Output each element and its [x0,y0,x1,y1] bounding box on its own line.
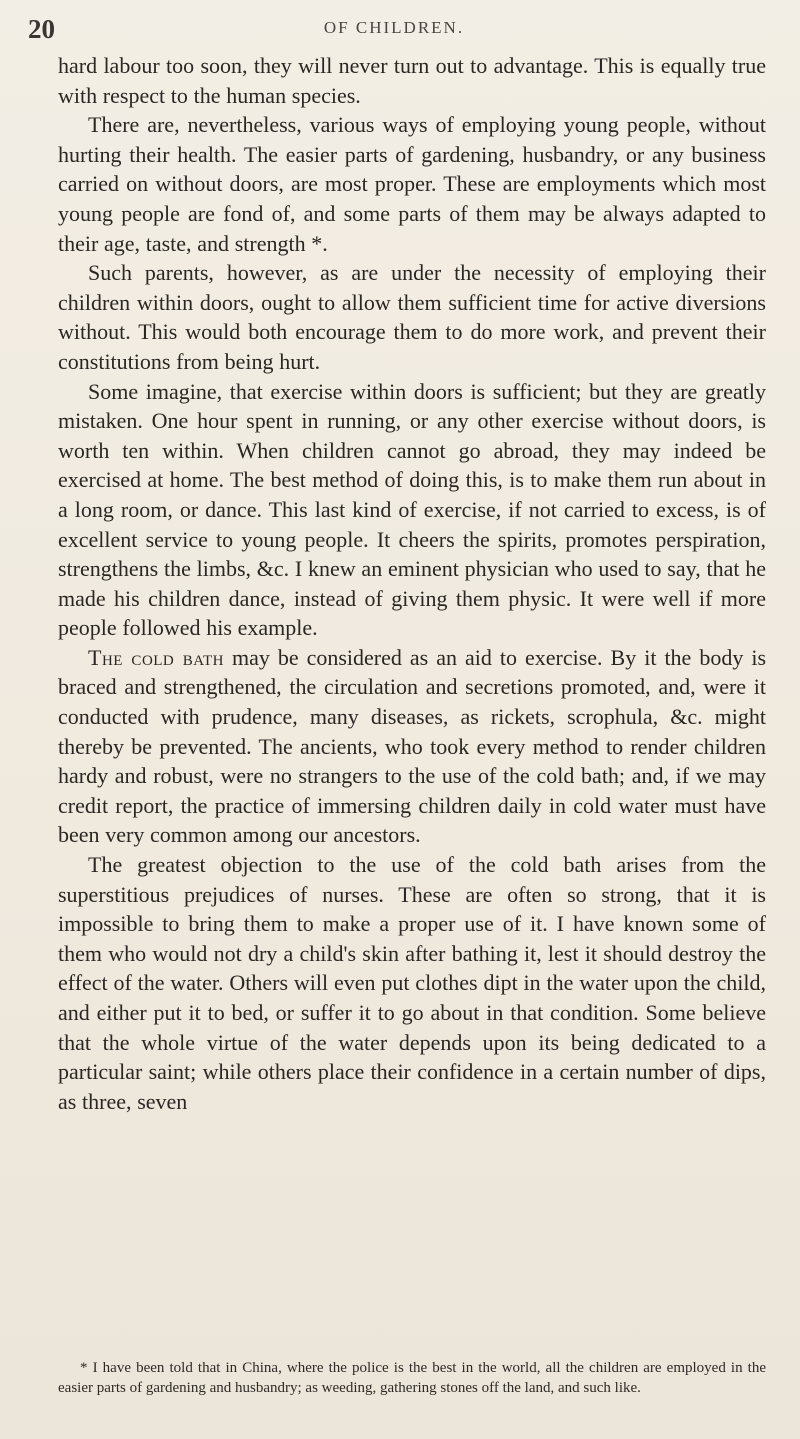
body-text [58,51,766,1116]
cold-bath-text: may be considered as an aid to exercise. By it the body is braced and strengthened, the circulation and secretions promoted, and, were it conducted with prudence, many diseases, as rickets, scrophula, &c. might thereby be prevented. The ancients, who took every method to render children hardy and robust, were no strangers to the use of the cold bath; and, if we may credit report, the practice of immersing children daily in cold water must have been very common among our ancestors. [58,644,767,848]
paragraph-employment: There are, nevertheless, various ways of employing young people, without hurting their health. The easier parts of gardening, husbandry, or any business carried on without doors, are most proper. These are employments which most young people are fond of, and some parts of them may be always adapted to their age, taste, and strength *. [58,112,766,256]
paragraph-objection: The greatest objection to the use of the cold bath arises from the superstitious prejudices of nurses. These are often so strong, that it is impossible to bring them to make a proper use of it. I have known some of them who would not dry a child's skin after bathing it, lest it should destroy the effect of the water. Others will even put clothes dipt in the water upon the child, and either put it to bed, or suffer it to go about in that condition. Some believe that the whole virtue of the water depends upon its being dedicated to a particular saint; while others place their confidence in a certain number of dips, as three, seven [58,852,766,1114]
paragraph-cold-bath [58,643,766,850]
paragraph-continued: hard labour too soon, they will never turn out to advantage. This is equally true with respect to the human species. [58,53,766,108]
page-number: 20 [28,14,55,44]
running-title: OF CHILDREN. [323,18,465,37]
cold-bath-lead: The cold bath [88,644,224,670]
paragraph-parents: Such parents, however, as are under the necessity of employing their children within doors, ought to allow them sufficient time for active diversions without. This would both encourage them to do more work, and prevent their constitutions from being hurt. [58,260,766,374]
footnote: * I have been told that in China, where the police is the best in the world, all the children are employed in the easier parts of gardening and husbandry; as weeding, gathering stones off the land, and such like. [58,1360,766,1396]
running-head [28,14,760,44]
paragraph-exercise: Some imagine, that exercise within doors is sufficient; but they are greatly mistaken. One hour spent in running, or any other exercise without doors, is worth ten within. When children cannot go abroad, they may indeed be exercised at home. The best method of doing this, is to make them run about in a long room, or dance. This last kind of exercise, if not carried to excess, is of excellent service to young people. It cheers the spirits, promotes perspiration, strengthens the limbs, &c. I knew an eminent physician who used to say, that he made his children dance, instead of giving them physic. It were well if more people followed his example. [58,378,766,641]
